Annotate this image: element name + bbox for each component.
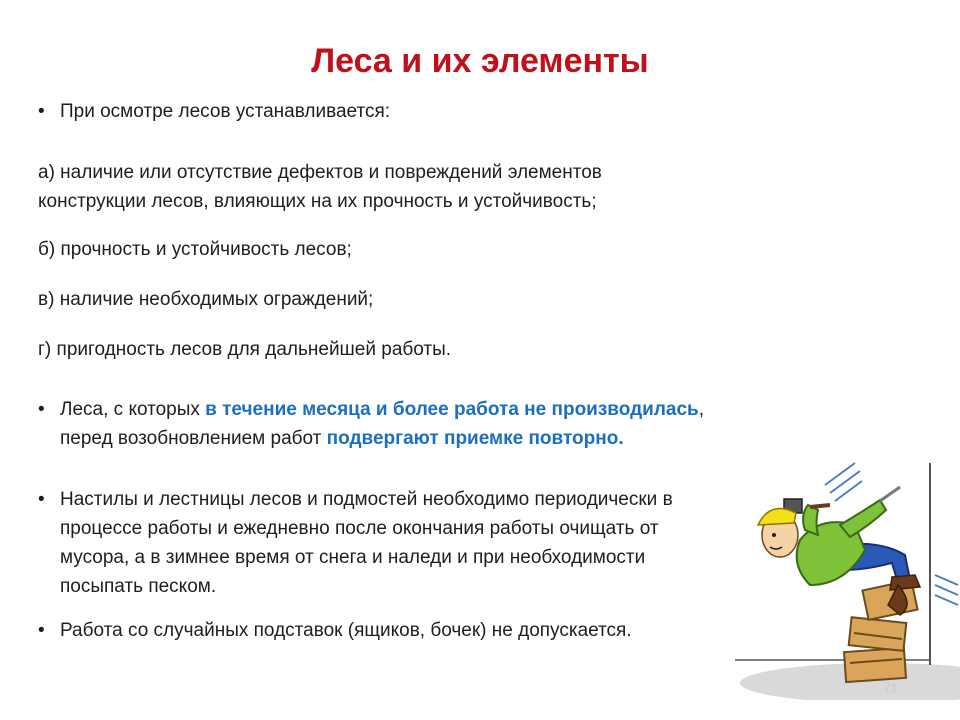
bullet3-line1: Настилы и лестницы лесов и подмостей необходимо периодически в <box>60 489 673 510</box>
item-a-line2: конструкции лесов, влияющих на их прочность и устойчивость; <box>38 191 597 212</box>
intro-text: При осмотре лесов устанавливается: <box>60 101 391 122</box>
bullet-intro <box>38 97 390 126</box>
bullet2-line2 <box>60 424 704 453</box>
worker-arm-right <box>840 500 886 537</box>
worker-boot <box>890 575 920 590</box>
bullet2-comma: , <box>698 399 704 420</box>
bullet3-line4: посыпать песком. <box>60 576 217 597</box>
bullet3-line3: мусора, а в зимнее время от снега и наледи и при необходимости <box>60 547 646 568</box>
item-b: б) прочность и устойчивость лесов; <box>38 239 352 260</box>
bullet2-highlight1: в течение месяца и более работа не производилась <box>205 399 699 420</box>
bullet2-text1: Леса, с которых <box>60 399 206 420</box>
worker-eye <box>772 533 776 537</box>
page-number: 71 <box>884 681 898 695</box>
bullet2-line1 <box>60 395 704 424</box>
slide-title: Леса и их элементы <box>311 42 649 80</box>
bullet-no-improvised <box>38 616 632 645</box>
item-g: г) пригодность лесов для дальнейшей работы. <box>38 339 452 360</box>
item-a <box>38 158 602 216</box>
bullet-dot: • <box>38 399 45 420</box>
item-v: в) наличие необходимых ограждений; <box>38 289 374 310</box>
bullet-dot: • <box>38 101 45 122</box>
falling-worker-illustration <box>730 455 960 700</box>
chisel-icon <box>880 487 900 501</box>
bullet-dot: • <box>38 620 45 641</box>
item-a-line1: а) наличие или отсутствие дефектов и повреждений элементов <box>38 162 602 183</box>
hard-hat-icon <box>758 509 796 525</box>
bullet-cleaning <box>38 485 673 601</box>
bullet2-text3: перед возобновлением работ <box>60 428 327 449</box>
bullet-dot: • <box>38 489 45 510</box>
worker-arm-left <box>803 505 818 535</box>
bullet2-highlight2: подвергают приемке повторно. <box>326 428 624 449</box>
bullet3-line2: процессе работы и ежедневно после окончания работы очищать от <box>60 518 659 539</box>
bullet4-text: Работа со случайных подставок (ящиков, бочек) не допускается. <box>60 620 632 641</box>
bullet-reinspection <box>38 395 704 453</box>
